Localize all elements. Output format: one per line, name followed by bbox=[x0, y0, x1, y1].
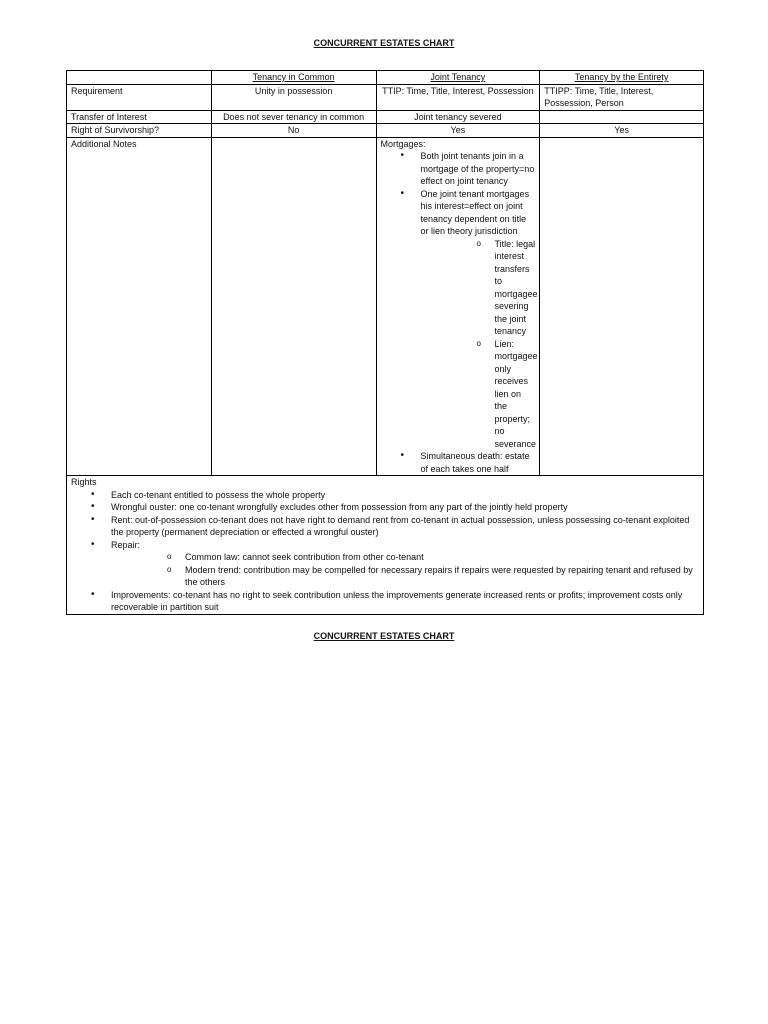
rights-heading: Rights bbox=[71, 477, 97, 487]
sub-list-item: o Modern trend: contribution may be compelled for necessary repairs if repairs were requested by repairing tenant and refused by the others bbox=[111, 564, 699, 589]
table-row-requirement bbox=[67, 84, 704, 110]
document-title-repeat: CONCURRENT ESTATES CHART bbox=[313, 631, 455, 641]
header-cell-empty bbox=[67, 71, 212, 85]
header-tenancy-by-entirety: Tenancy by the Entirety bbox=[540, 71, 704, 85]
list-item: • Improvements: co-tenant has no right to seek contribution unless the improvements generate increased rents or profits; improvement costs only recoverable in partition suit bbox=[71, 589, 699, 614]
document-title: CONCURRENT ESTATES CHART bbox=[313, 38, 455, 48]
sub-list-item: o Lien: mortgagee only receives lien on the property; no severance bbox=[421, 338, 536, 451]
table-row-rights bbox=[67, 476, 704, 615]
rights-cell bbox=[67, 476, 704, 615]
concurrent-estates-table bbox=[66, 70, 704, 615]
header-tenancy-in-common: Tenancy in Common bbox=[211, 71, 376, 85]
table-cell: Does not sever tenancy in common bbox=[211, 110, 376, 124]
list-item: • Wrongful ouster: one co-tenant wrongfully excludes other from possession from any part of the jointly held property bbox=[71, 501, 699, 514]
table-header-row bbox=[67, 71, 704, 85]
sub-list-item: o Title: legal interest transfers to mortgagee severing the joint tenancy bbox=[421, 238, 536, 338]
list-item: • Rent: out-of-possession co-tenant does not have right to demand rent from co-tenant in actual possession, unless possessing co-tenant exploited the property (permanent depreciation or effected a wrongful ouster) bbox=[71, 514, 699, 539]
list-item: • Both joint tenants join in a mortgage of the property=no effect on joint tenancy bbox=[381, 150, 536, 188]
notes-cell-joint-tenancy bbox=[376, 137, 540, 476]
table-cell: Yes bbox=[540, 124, 704, 138]
table-row-notes bbox=[67, 137, 704, 476]
table-cell: TTIP: Time, Title, Interest, Possession bbox=[376, 84, 540, 110]
list-item: • One joint tenant mortgages his interest=effect on joint tenancy dependent on title or lien theory jurisdiction o Title: legal interest transfers to mortgagee severing the joint tenancy o Lien: mortgagee only receives lien on the property; no severance bbox=[381, 188, 536, 451]
table-cell: TTIPP: Time, Title, Interest, Possession, Person bbox=[540, 84, 704, 110]
list-item: • Repair: o Common law: cannot seek contribution from other co-tenant o Modern trend: contribution may be compelled for necessary repairs if repairs were requested by repairing tenant and refused by the others bbox=[71, 539, 699, 589]
table-row-survivorship bbox=[67, 124, 704, 138]
mortgages-list bbox=[381, 150, 536, 475]
header-joint-tenancy: Joint Tenancy bbox=[376, 71, 540, 85]
rights-list bbox=[71, 489, 699, 614]
sub-list-item: o Common law: cannot seek contribution from other co-tenant bbox=[111, 551, 699, 564]
row-label: Right of Survivorship? bbox=[67, 124, 212, 138]
row-label: Transfer of Interest bbox=[67, 110, 212, 124]
table-row-transfer bbox=[67, 110, 704, 124]
row-label: Requirement bbox=[67, 84, 212, 110]
table-cell: Yes bbox=[376, 124, 540, 138]
table-cell-empty bbox=[540, 137, 704, 476]
table-cell: No bbox=[211, 124, 376, 138]
list-item: • Simultaneous death: estate of each takes one half bbox=[381, 450, 536, 475]
repair-sub-list bbox=[111, 551, 699, 589]
mortgages-heading: Mortgages: bbox=[380, 138, 426, 149]
row-label: Additional Notes bbox=[67, 137, 212, 476]
table-cell bbox=[540, 110, 704, 124]
table-cell-empty bbox=[211, 137, 376, 476]
sub-list bbox=[421, 238, 536, 451]
table-cell: Unity in possession bbox=[211, 84, 376, 110]
table-cell: Joint tenancy severed bbox=[376, 110, 540, 124]
list-item: • Each co-tenant entitled to possess the whole property bbox=[71, 489, 699, 502]
